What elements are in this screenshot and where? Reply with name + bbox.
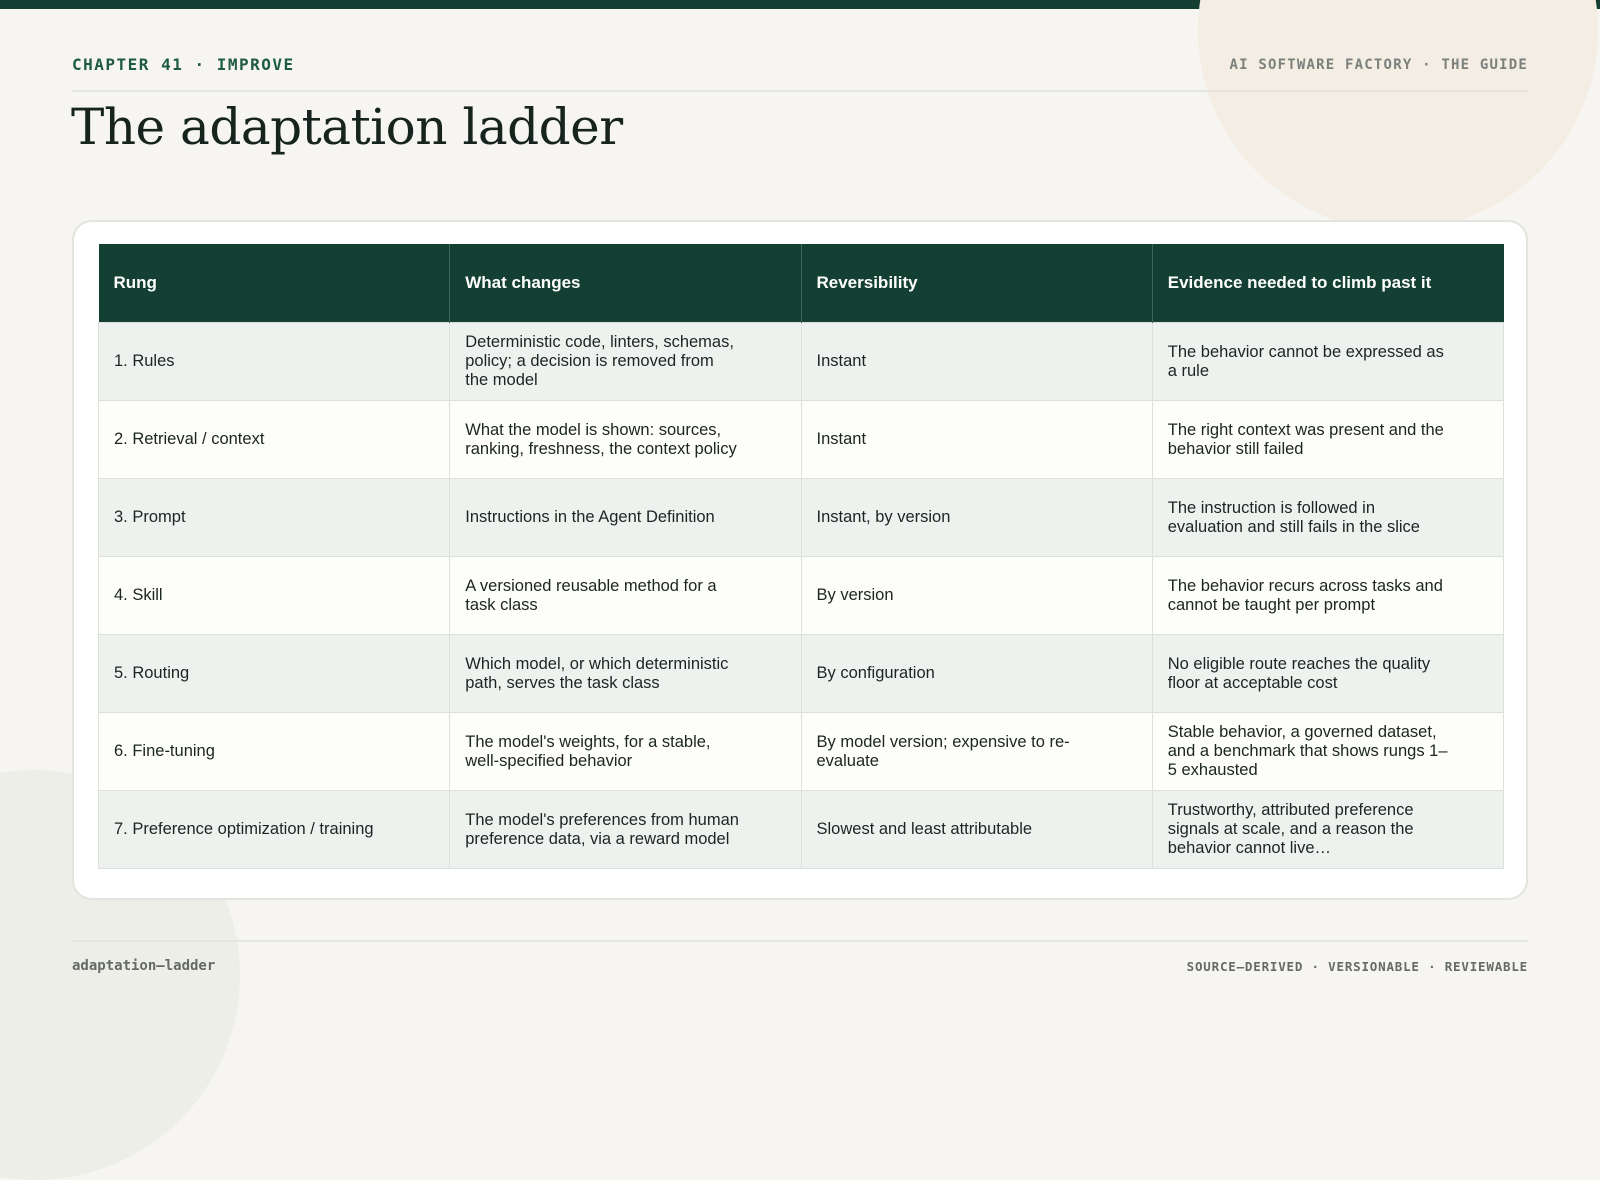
footer-slug: adaptation–ladder (72, 958, 216, 974)
evidence-text: The behavior cannot be expressed as a rule (1167, 342, 1444, 380)
what-changes-text: Which model, or which deterministic path, serves the task class (465, 654, 729, 692)
evidence-cell (1152, 635, 1503, 713)
reversibility-text: Slowest and least attributable (816, 820, 1033, 838)
reversibility-cell (801, 401, 1152, 479)
what-changes-text: A versioned reusable method for a task class (465, 576, 717, 614)
reversibility-cell (801, 479, 1152, 557)
evidence-cell (1152, 401, 1503, 479)
rung-cell (99, 791, 450, 869)
footer-tagline: SOURCE–DERIVED · VERSIONABLE · REVIEWABLE (1186, 959, 1528, 974)
page-title: The adaptation ladder (71, 98, 623, 156)
rung-text: 3. Prompt (114, 508, 186, 526)
what-changes-text: The model's weights, for a stable, well-specified behavior (465, 732, 711, 770)
reversibility-text: By version (816, 586, 894, 604)
evidence-text: The right context was present and the behavior still failed (1167, 420, 1444, 458)
table-row (99, 401, 1504, 479)
evidence-cell (1152, 791, 1503, 869)
rung-text: 2. Retrieval / context (114, 430, 265, 448)
rung-text: 7. Preference optimization / training (114, 820, 374, 838)
what-changes-text: Deterministic code, linters, schemas, policy; a decision is removed from the model (465, 333, 734, 389)
table-row (99, 479, 1504, 557)
column-header-what-changes: What changes (450, 244, 801, 323)
rung-text: 5. Routing (114, 664, 190, 682)
footer-divider (72, 940, 1528, 942)
evidence-cell (1152, 479, 1503, 557)
evidence-cell (1152, 713, 1503, 791)
rung-cell (99, 401, 450, 479)
what-changes-text: Instructions in the Agent Definition (465, 508, 715, 526)
reversibility-text: Instant (816, 352, 867, 370)
page-header (72, 52, 1528, 92)
evidence-text: The instruction is followed in evaluation and still fails in the slice (1167, 498, 1420, 536)
what-changes-cell (450, 557, 801, 635)
guide-label: AI SOFTWARE FACTORY · THE GUIDE (1229, 57, 1528, 73)
reversibility-text: Instant (816, 430, 867, 448)
what-changes-cell (450, 479, 801, 557)
table-body (99, 323, 1504, 869)
decorative-circle-top-right (1198, 0, 1598, 230)
rung-cell (99, 635, 450, 713)
rung-text: 4. Skill (114, 586, 163, 604)
reversibility-cell (801, 323, 1152, 401)
reversibility-text: Instant, by version (816, 508, 951, 526)
evidence-text: The behavior recurs across tasks and cannot be taught per prompt (1167, 576, 1443, 614)
table-row (99, 713, 1504, 791)
reversibility-text: By configuration (816, 664, 935, 682)
what-changes-cell (450, 713, 801, 791)
rung-cell (99, 713, 450, 791)
rung-cell (99, 479, 450, 557)
what-changes-cell (450, 323, 801, 401)
reversibility-cell (801, 635, 1152, 713)
column-header-evidence: Evidence needed to climb past it (1152, 244, 1503, 323)
rung-text: 1. Rules (114, 352, 175, 370)
table-card (72, 220, 1528, 900)
header-row (99, 244, 1504, 323)
column-header-rung: Rung (99, 244, 450, 323)
table-row (99, 791, 1504, 869)
rung-text: 6. Fine-tuning (114, 742, 215, 760)
reversibility-cell (801, 713, 1152, 791)
evidence-cell (1152, 557, 1503, 635)
table-row (99, 323, 1504, 401)
what-changes-text: The model's preferences from human preference data, via a reward model (465, 810, 739, 848)
rung-cell (99, 557, 450, 635)
reversibility-cell (801, 791, 1152, 869)
table-row (99, 557, 1504, 635)
table-row (99, 635, 1504, 713)
table-header (99, 244, 1504, 323)
what-changes-cell (450, 635, 801, 713)
evidence-text: Stable behavior, a governed dataset, and a benchmark that shows rungs 1–5 exhausted (1167, 723, 1448, 779)
reversibility-cell (801, 557, 1152, 635)
adaptation-ladder-table (98, 244, 1504, 869)
column-header-reversibility: Reversibility (801, 244, 1152, 323)
evidence-text: Trustworthy, attributed preference signals at scale, and a reason the behavior cannot live… (1167, 801, 1414, 857)
reversibility-text: By model version; expensive to re-evaluate (816, 732, 1070, 770)
rung-cell (99, 323, 450, 401)
what-changes-cell (450, 401, 801, 479)
evidence-text: No eligible route reaches the quality floor at acceptable cost (1167, 654, 1431, 692)
evidence-cell (1152, 323, 1503, 401)
what-changes-cell (450, 791, 801, 869)
chapter-label: CHAPTER 41 · IMPROVE (72, 55, 295, 74)
what-changes-text: What the model is shown: sources, ranking, freshness, the context policy (465, 420, 737, 458)
